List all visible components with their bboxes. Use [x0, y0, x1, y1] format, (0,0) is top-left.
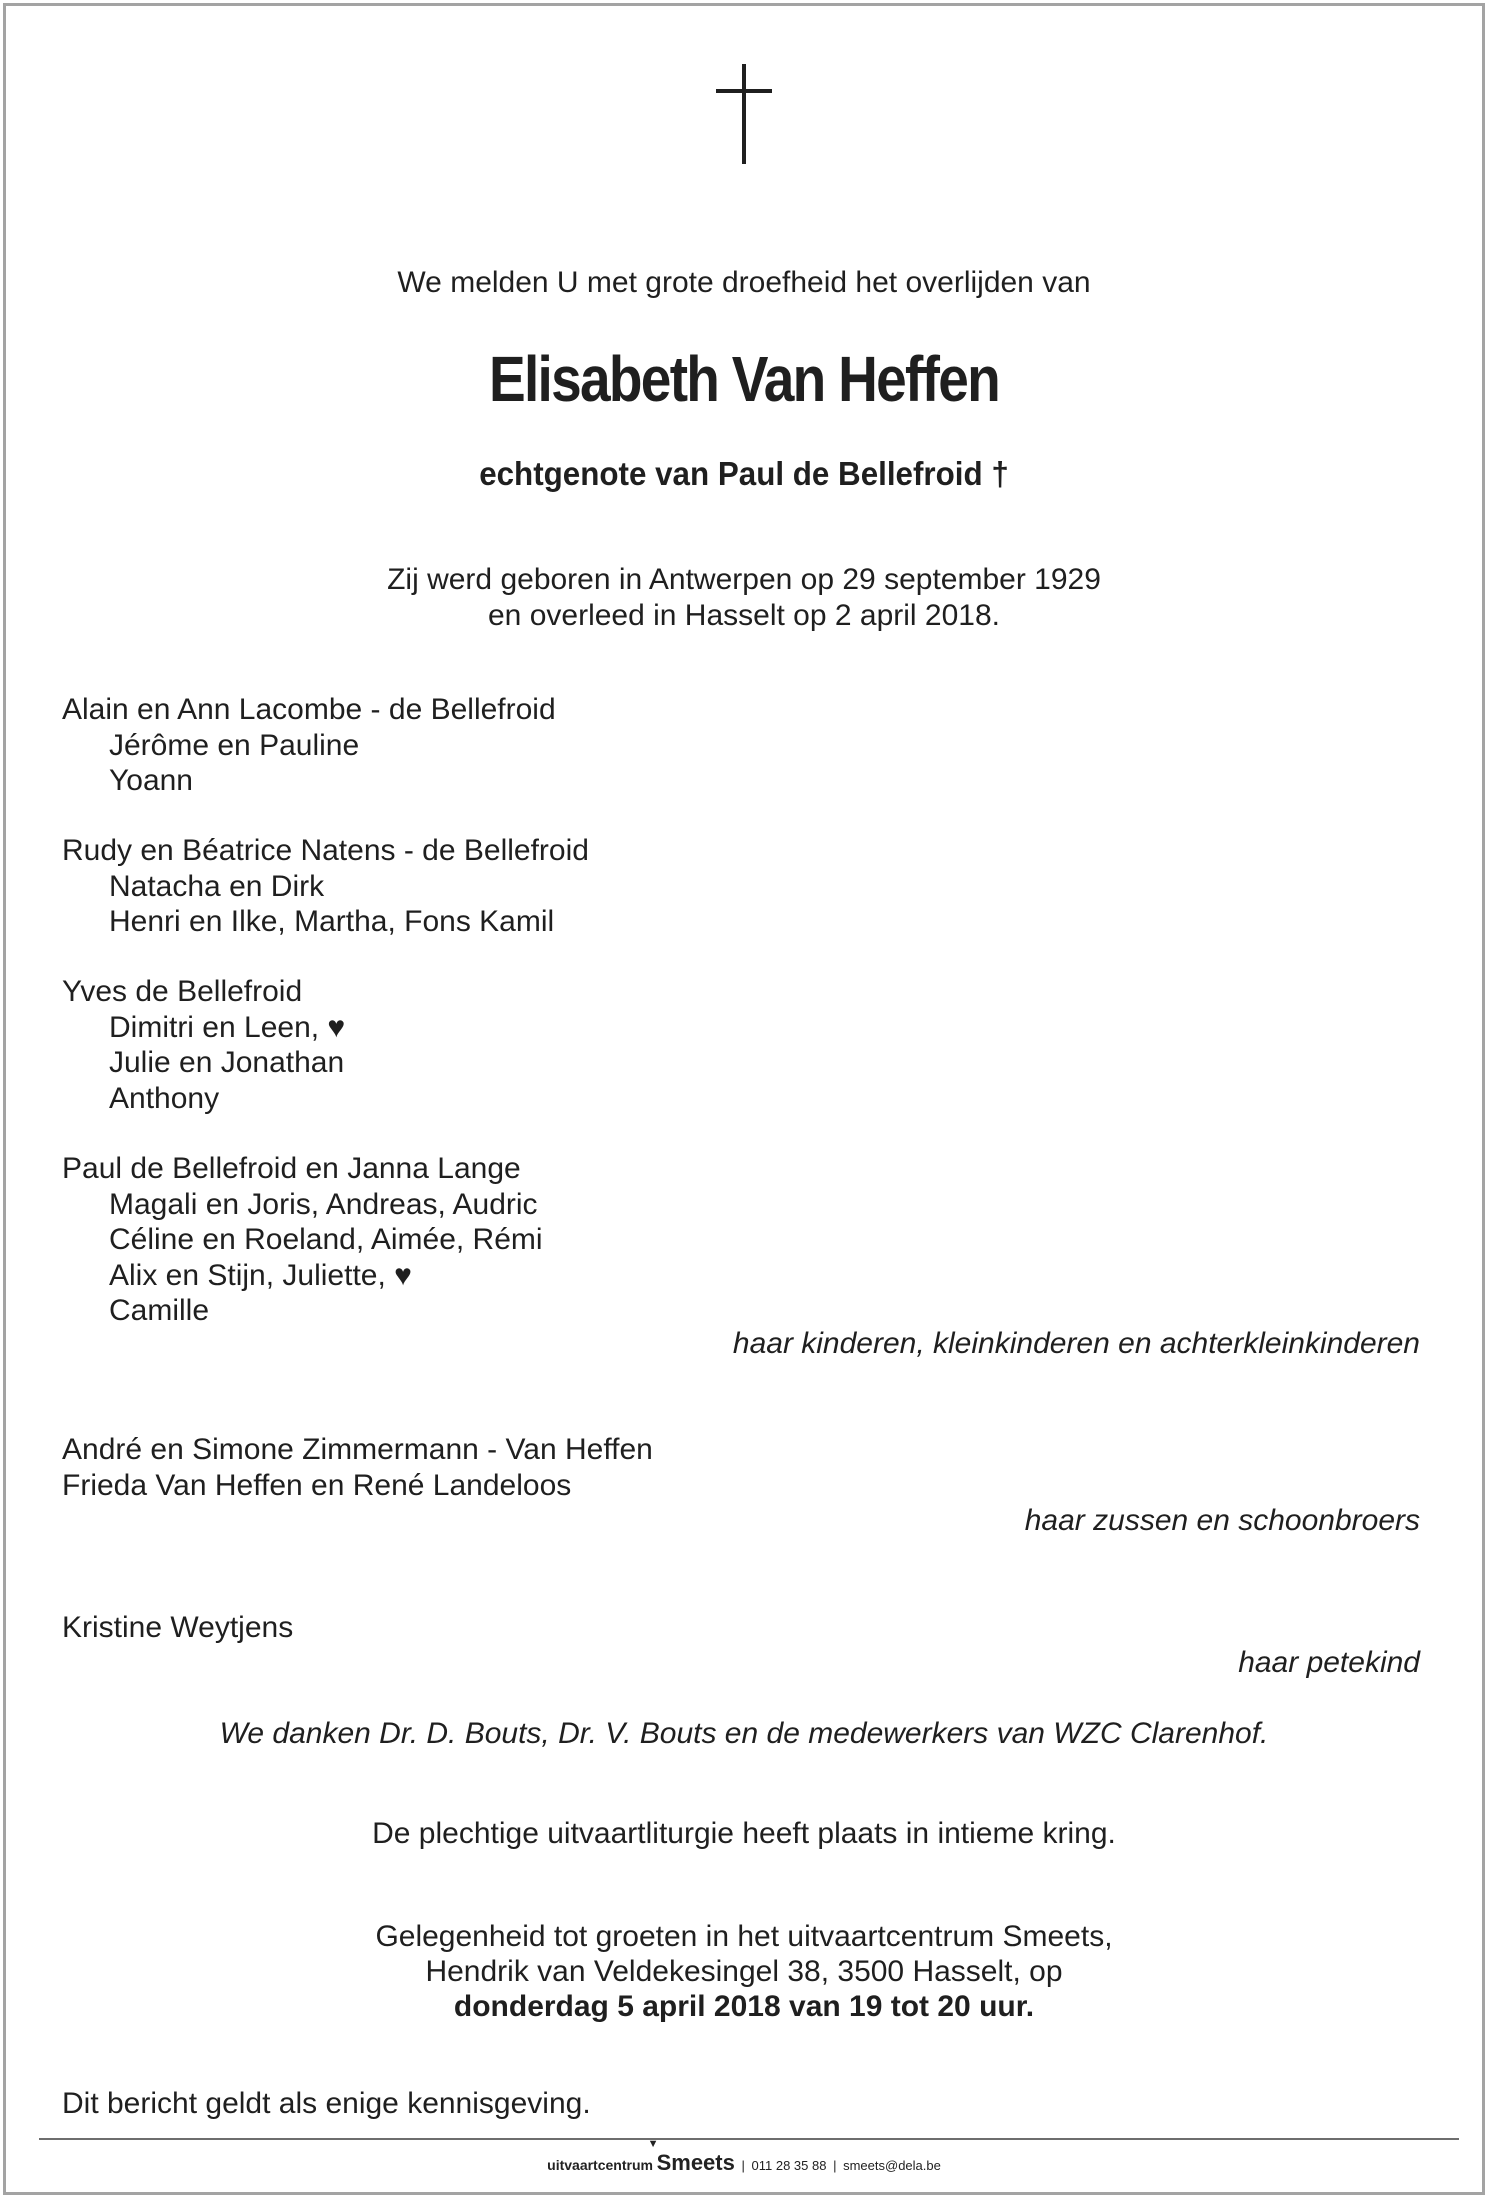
family-descendant: Camille — [109, 1294, 210, 1327]
footer-separator: | — [741, 2158, 745, 2173]
footer-divider — [39, 2138, 1459, 2140]
children-role: haar kinderen, kleinkinderen en achterkleinkinderen — [732, 1327, 1420, 1360]
visitation-address: Hendrik van Veldekesingel 38, 3500 Hasselt, op — [425, 1955, 1063, 1988]
intro-text: We melden U met grote droefheid het overlijden van — [397, 266, 1091, 299]
cross-symbol — [6, 64, 1482, 164]
birth-line: Zij werd geboren in Antwerpen op 29 september 1929 — [387, 563, 1101, 596]
footer-phone: 011 28 35 88 — [751, 2158, 827, 2173]
deceased-name: Elisabeth Van Heffen — [488, 343, 1000, 415]
godchild-role: haar petekind — [1238, 1646, 1420, 1679]
visitation-datetime: donderdag 5 april 2018 van 19 tot 20 uur. — [453, 1990, 1035, 2023]
family-group — [62, 692, 556, 799]
family-descendant: Jérôme en Pauline — [109, 728, 360, 762]
brand-name-wrap — [647, 2138, 735, 2175]
family-descendant: Dimitri en Leen, ♥ — [109, 1010, 346, 1044]
family-descendant: Anthony — [109, 1081, 220, 1115]
family-parent: Yves de Bellefroid — [62, 975, 303, 1008]
family-parent: Paul de Bellefroid en Janna Lange — [62, 1152, 521, 1185]
family-descendant: Julie en Jonathan — [109, 1046, 345, 1079]
family-descendant: Alix en Stijn, Juliette, ♥ — [109, 1258, 412, 1292]
sibling-entry: Frieda Van Heffen en René Landeloos — [62, 1468, 572, 1502]
visitation-info — [6, 1919, 1482, 2024]
family-group — [62, 974, 345, 1116]
siblings-group — [62, 1432, 653, 1503]
triangle-down-icon: ▼ — [647, 2138, 659, 2150]
thanks-text: We danken Dr. D. Bouts, Dr. V. Bouts en de medewerkers van WZC Clarenhof. — [219, 1717, 1269, 1750]
service-text: De plechtige uitvaartliturgie heeft plaats in intieme kring. — [372, 1817, 1116, 1850]
family-group — [62, 1151, 543, 1329]
footer — [6, 2138, 1482, 2177]
family-group — [62, 833, 589, 940]
footer-separator: | — [833, 2158, 837, 2173]
sibling-entry: André en Simone Zimmermann - Van Heffen — [62, 1433, 653, 1466]
godchild-entry: Kristine Weytjens — [62, 1611, 294, 1644]
cross-icon — [714, 64, 774, 164]
brand-prefix: uitvaartcentrum — [547, 2157, 653, 2173]
death-line: en overleed in Hasselt op 2 april 2018. — [488, 599, 1000, 632]
siblings-role: haar zussen en schoonbroers — [1024, 1504, 1420, 1537]
obituary-card — [3, 3, 1485, 2195]
spouse-line: echtgenote van Paul de Bellefroid † — [479, 455, 1009, 492]
family-parent: Alain en Ann Lacombe - de Bellefroid — [62, 693, 556, 726]
notice-text: Dit bericht geldt als enige kennisgeving. — [62, 2087, 591, 2120]
footer-email[interactable]: smeets@dela.be — [843, 2158, 941, 2173]
family-parent: Rudy en Béatrice Natens - de Bellefroid — [62, 834, 589, 867]
family-descendant: Henri en Ilke, Martha, Fons Kamil — [109, 905, 555, 938]
family-descendant: Natacha en Dirk — [109, 869, 325, 903]
brand-name: Smeets — [656, 2150, 735, 2175]
visitation-line: Gelegenheid tot groeten in het uitvaartcentrum Smeets, — [375, 1920, 1113, 1953]
family-descendant: Yoann — [109, 764, 193, 797]
family-descendant: Céline en Roeland, Aimée, Rémi — [109, 1223, 543, 1256]
birth-death-info — [6, 562, 1482, 634]
family-descendant: Magali en Joris, Andreas, Audric — [109, 1187, 538, 1221]
